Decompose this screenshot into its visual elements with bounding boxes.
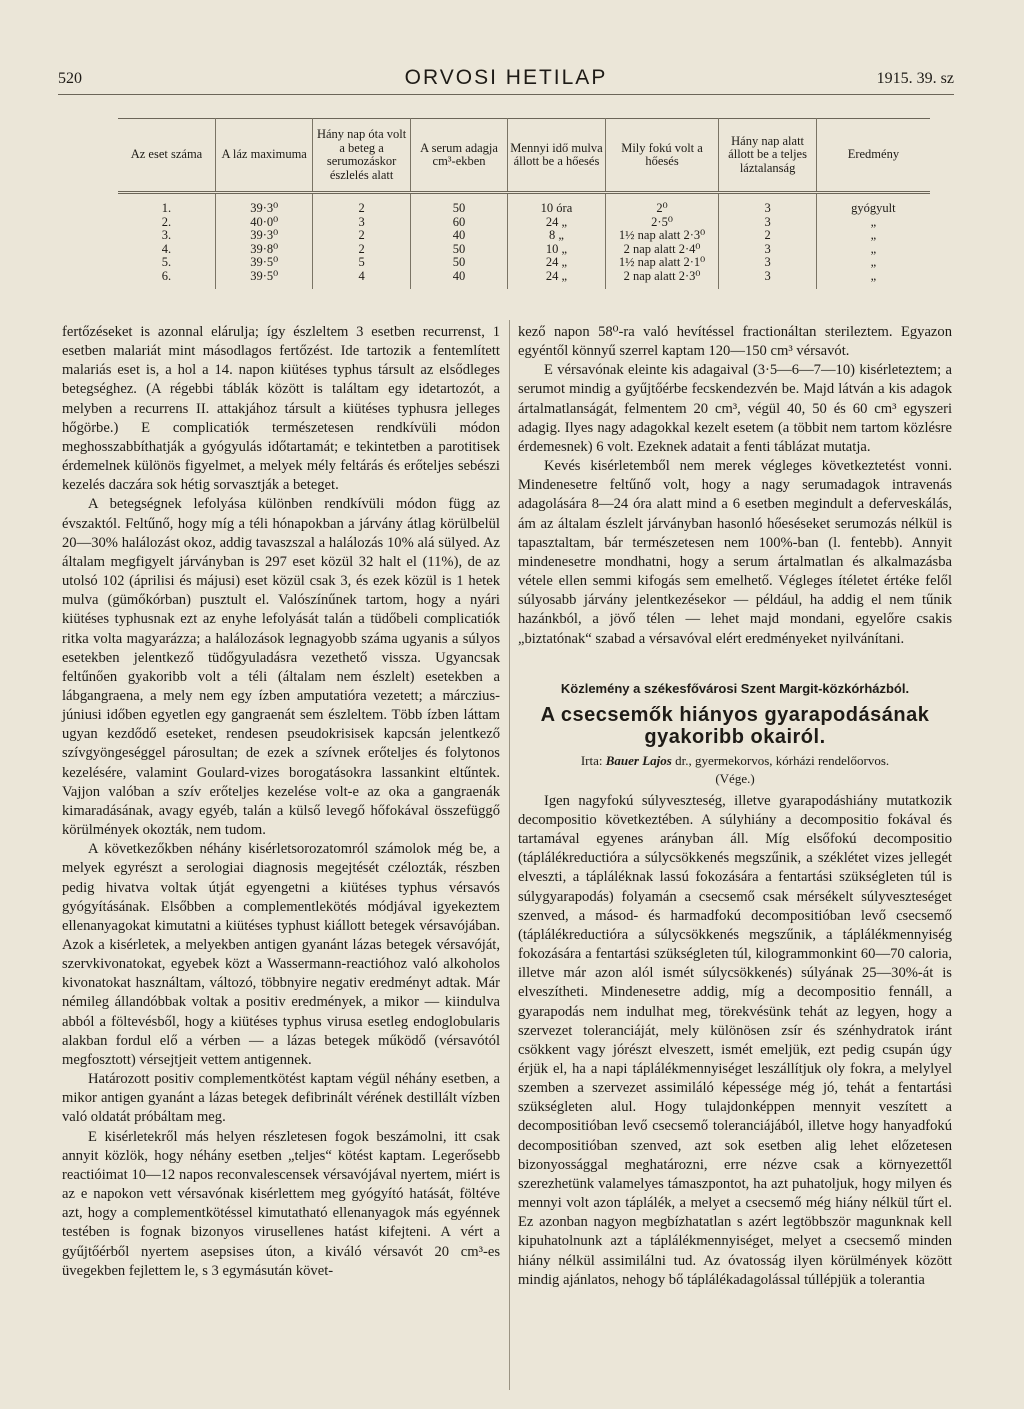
table-cell: 3 (719, 243, 816, 257)
table-cell: 4 (313, 270, 410, 290)
column-divider (509, 320, 510, 1390)
table-cell: 3 (719, 270, 816, 290)
table-cell: 2. (161, 214, 172, 229)
table-cell: 24 „ (508, 216, 605, 230)
table-cell: 40 (410, 270, 507, 290)
table-row (118, 256, 930, 270)
table-cell: 39·3⁰ (215, 193, 312, 216)
table-cell: 24 „ (508, 270, 605, 290)
table-cell: 50 (410, 193, 507, 216)
table-cell: 6. (161, 268, 172, 283)
table-row (118, 270, 930, 290)
table-cell: 1. (161, 201, 172, 215)
col-header-days-to-afebrile: Hány nap alatt állott be a teljes láztalanság (719, 119, 816, 193)
table-row (118, 193, 930, 216)
paragraph: fertőzéseket is azonnal elárulja; így észleltem 3 esetben recurrenst, 1 esetben malariát mint másodlagos fertőzést. Ide tartozik a fentemlített malariás eset is, a hol a 14. napon kiütéses typhus társult az elsődleges betegséghez. (A régebbi táblák között is találtam egy idetartozót, a melyben a recurrens II. attakjához társult a kiütéses typhusra jelleges hőgörbe.) E complicatiók természetesen rendkívüli módon meghosszabbíthatják a gyógyulás időtartamát; e tekintetben a parotitisek érdemelnek különös figyelmet, a melyek mély feltárás és erőteljes sebészi kezelés daczára sok hétig sorvasztják a beteget. (62, 324, 500, 494)
paragraph: kező napon 58⁰-ra való hevítéssel fractionáltan sterileztem. Egyazon egyéntől könnyű szerrel kaptam 120—150 cm³ vérsavót. (518, 324, 952, 360)
table-cell: „ (816, 243, 930, 257)
right-column (518, 323, 952, 1290)
table-cell: 50 (410, 243, 507, 257)
table-cell: gyógyult (816, 193, 930, 216)
left-column (62, 323, 500, 1281)
table-cell: 2 (313, 193, 410, 216)
table-cell: 3 (719, 256, 816, 270)
table-cell: 3 (719, 193, 816, 216)
table-cell: 2 nap alatt 2·4⁰ (605, 243, 719, 257)
author-name: Bauer Lajos (605, 752, 672, 768)
table-cell: 60 (410, 216, 507, 230)
table-cell: 39·3⁰ (215, 229, 312, 243)
table-cell: 1½ nap alatt 2·1⁰ (605, 256, 719, 270)
table-cell: 3. (161, 228, 172, 242)
table-row (118, 216, 930, 230)
paragraph: E kisérletekről más helyen részletesen fogok beszámolni, itt csak annyit közlök, hogy néhány esetben „teljes“ kötést kaptam. Legerősebb reactióimat 10—12 napos reconvalescensek vérsavójával nyertem, miért is az e napokon vett vérsavónak kisérlettem meg gyógyító hatását, föltéve azt, hogy a complementkötéssel kimutatható ellenanyagok más egyénnek testében is fognak bizonyos virusellenes hatást kifejteni. A vért a gyűjtőérből nyertem asepsises úton, a kiváló vérsavót 20 cm³-es üvegekben fejlettem le, s 3 egymásután követ- (62, 1128, 500, 1279)
table-cell: 4. (161, 241, 172, 256)
article-title-line: gyakoribb okairól. (644, 725, 826, 748)
article-title-line: A csecsemők hiányos gyarapodásának (540, 703, 930, 726)
article-source: Közlemény a székesfővárosi Szent Margit-közkórházból. (560, 680, 910, 696)
byline-prefix: Irta: (580, 752, 603, 768)
col-header-days-observed: Hány nap óta volt a beteg a serumozáskor észlelés alatt (313, 119, 410, 193)
table-cell: 2·5⁰ (605, 216, 719, 230)
paragraph: Határozott positiv complementkötést kaptam végül néhány esetben, a mikor antigen gyanánt a lázas betegek defibrinált vérének destillált vízben való oldatát próbáltam meg. (62, 1071, 500, 1126)
table-cell: 2 (313, 229, 410, 243)
table-cell: 2 (719, 229, 816, 243)
page-number: 520 (58, 70, 82, 87)
paragraph: A betegségnek lefolyása különben rendkívüli módon függ az évszaktól. Feltűnő, hogy míg a téli hónapokban a járvány átlag körülbelül 20—30% halálozást okoz, addig tavaszszal a halálozás 10% alá sülyed. Az általam megfigyelt járványban is 297 eset közül 32 halt el (11%), de az utolsó 102 (áprilisi és májusi) eset közül csak 3, és ezek közül is 1 hetek mulva (gümőkórban) pusztult el. Valószínűnek tartom, hogy a nyári kiütéses typhusnak ezt az enyhe lefolyását talán a tüdőbeli complicatiók ritka volta magyarázza; a halálozások legnagyobb száma ugyanis a súlyos esetekben jelentkező tüdőgyuladásra vezethető vissza. Ugyancsak feltűnően gyakoribb volt a téli (általam nem észlelt) esetekben a lábgangraena, a mely nem egy ízben amputatióra vezetett; a márczius-júniusi időben egyetlen egy gangraenát sem észleltem. Több ízben láttam ugyan kezdődő eseteket, rendesen pseudokrisisek kapcsán jelentkező szívgyöngeséggel párosultan; de ezek a szívnek erőteljes és folytonos kezelésére, valamint Goulard-vizes borogatásokra lassankint eltűntek. Vajjon valóban a szív erőteljes kezelése volt-e az oka a gangraenák kimaradásának, avagy egyéb, talán a külső levegő hőfokával összefüggő körülmények okozták, nem tudom. (62, 496, 500, 839)
paragraph: Igen nagyfokú súlyveszteség, illetve gyarapodáshiány mutatkozik decompositio következtében. A súlyhiány a decompositio fokával és tartamával egyenes arányban áll. Míg elsőfokú decompositio (táplálékreductióra a súlycsökkenés megszűnik, a széklétet vizes jellegét elveszti, a tápláléknak lassú fokozására a fentartási szükségleten túl is súlygyarapodás) folyamán a csecsemő csak mérsékelt súlyveszteséget szenved, a másod- és harmadfokú decompositióban levő csecsemő (táplálékreductióra a súlycsökkenés megszűnik, a táplálékmennyiség fokozására a fentartási szükségleten túl, kilogrammonkint 60—70 caloria, illetve már azon alól ismét súlycsökkenés) súlyának 25—30%-át is elveszítheti. Mindenesetre addig, míg a decompositio fennáll, a gyarapodás nem indulhat meg, törekvésünk tehát az legyen, hogy a szervezet toleranciáját, mely különösen zsír és szénhydratok iránt csökkent vagy jórészt elveszett, ismét emeljük, ezt pedig csupán úgy érjük el, ha a napi táplálékmennyiséget leszállítjuk oly fokra, a melylyel szemben a szervezet assimiláló képessége még jó, tehát a fentartási szükségleten alul. Hogy tulajdonképpen mennyit veszített a decompositióban levő csecsemő toleranciájából, illetve hogy hanyadfokú decompositióban szenved, azt sok esetben alig lehet előzetesen bizonyossággal meghatározni, erre nézve csak a környezettől szerezhetünk valamelyes támaszpontot, ha azt puhatoljuk, hogy milyen és mennyi volt azon táplálék, a melyet a csecsemő még hiány nélkül tűrt el. Ez azonban nagyon megbízhatatlan s azért legtöbbször magunknak kell kipuhatolnunk azt a táplálékmennyiséget, melyet a csecsemő minden hiány nélkül assimilálni tud. Az óvatosság ilyen körülmények között mindig ajánlatos, nehogy bő táplálékadagolással túllépjük a tolerantia (518, 792, 952, 1288)
paragraph: A következőkben néhány kisérletsorozatomról számolok még be, a melyek egyrészt a serologiai diagnosis megejtését czélozták, részben pedig hivatva voltak útját egyengetni a kiütéses typhus vérsavós gyógyításának. Elsőbben a complementlekötés módjával igyekeztem ellenanyagokat kimutatni a kiütéses typhust kiállott betegek vérsavójában. Azok a kisérletek, a melyekben antigen gyanánt lázas betegek vérsavóját, szervkivonatokat, egyebek közt a Wassermann-reactióhoz való alkoholos kivonatokat használtam, változó, többnyire negativ eredményt adtak. Már némileg állandóbbak voltak a positiv eredmények, a mikor — kiindulva abból a föltevésből, hogy a kiütéses typhus virusa esetleg endoglobularis alakban fordul elő a vérben — a lázas betegek működő (vérsavótól megfosztott) vérsejtjeit vettem antigennek. (62, 841, 500, 1068)
byline-suffix: dr., gyermekorvos, kórházi rendelőorvos. (675, 752, 890, 768)
col-header-time-to-drop: Mennyi idő mulva állott be a hőesés (508, 119, 605, 193)
table-cell: 3 (719, 216, 816, 230)
table-cell: „ (816, 256, 930, 270)
col-header-drop-degree: Mily fokú volt a hőesés (605, 119, 719, 193)
table-cell: „ (816, 270, 930, 290)
table-cell: 10 óra (508, 193, 605, 216)
table-cell: „ (816, 229, 930, 243)
col-header-case-number: Az eset száma (130, 147, 203, 162)
running-header (58, 66, 954, 95)
results-table (118, 118, 930, 289)
table-header-row (118, 119, 930, 193)
table-cell: 2 nap alatt 2·3⁰ (605, 270, 719, 290)
article-byline (518, 752, 952, 770)
table-cell: 3 (313, 216, 410, 230)
article-title (518, 704, 952, 748)
table-cell: 39·8⁰ (215, 243, 312, 257)
table-cell: 2⁰ (605, 193, 719, 216)
table-cell: 1½ nap alatt 2·3⁰ (605, 229, 719, 243)
col-header-serum-dose: A serum adagja cm³-ekben (410, 119, 507, 193)
table-row (118, 229, 930, 243)
table-cell: 39·5⁰ (215, 256, 312, 270)
paragraph: E vérsavónak eleinte kis adagaival (3·5—6—7—10) kisérleteztem; a serumot mindig a gyűjtőérbe fecskendezvén be. Majd látván a kis adagok ártalmatlanságát, felmentem 20 cm³, végül 40, 50 és 60 cm³ egyszeri adagig. Ilyes nagy adagokkal kezelt esetem (a többit nem tartom közlésre érdemesnek) 6 volt. Ezeknek adatait a fenti táblázat mutatja. (518, 362, 952, 455)
col-header-result: Eredmény (816, 119, 930, 193)
table-cell: 5 (313, 256, 410, 270)
table-cell: 5. (161, 255, 172, 269)
paragraph: Kevés kisérletemből nem merek végleges következtetést vonni. Mindenesetre feltűnő volt, hogy a nagy serumadagok intravenás adagolására 8—24 óra alatt mind a 6 esetben megindult a deferveskálás, ám az általam észlelt járványban hasonló hőeséseket serumozás nélkül is tapasztaltam, bár természetesen nem 100%-ban (l. fentebb). Annyit mindenesetre mondhatni, hogy a serum ártalmatlan és alkalmazásba vétele ellen semmi kifogás sem emelhető. Végleges ítéletet értéke felől súlyosabb járvány jelentkezésekor — például, ha addig el nem tűnik hazánkból, a jövő télen — lehet majd mondani, egyelőre csakis „biztatónak“ szabad a vérsavóval elért eredményeket nyilvánítani. (518, 458, 952, 647)
issue-number: 1915. 39. sz (876, 70, 954, 87)
col-header-fever-max: A láz maximuma (215, 119, 312, 193)
table-cell: 50 (410, 256, 507, 270)
continuation-note: (Vége.) (715, 770, 755, 786)
table-cell: 10 „ (508, 243, 605, 257)
table-cell: 40 (410, 229, 507, 243)
table-cell: 24 „ (508, 256, 605, 270)
table-cell: „ (816, 216, 930, 230)
table-cell: 8 „ (508, 229, 605, 243)
table-cell: 2 (313, 243, 410, 257)
table-cell: 40·0⁰ (215, 216, 312, 230)
journal-title: ORVOSI HETILAP (404, 66, 608, 89)
table-row (118, 243, 930, 257)
table-cell: 39·5⁰ (215, 270, 312, 290)
